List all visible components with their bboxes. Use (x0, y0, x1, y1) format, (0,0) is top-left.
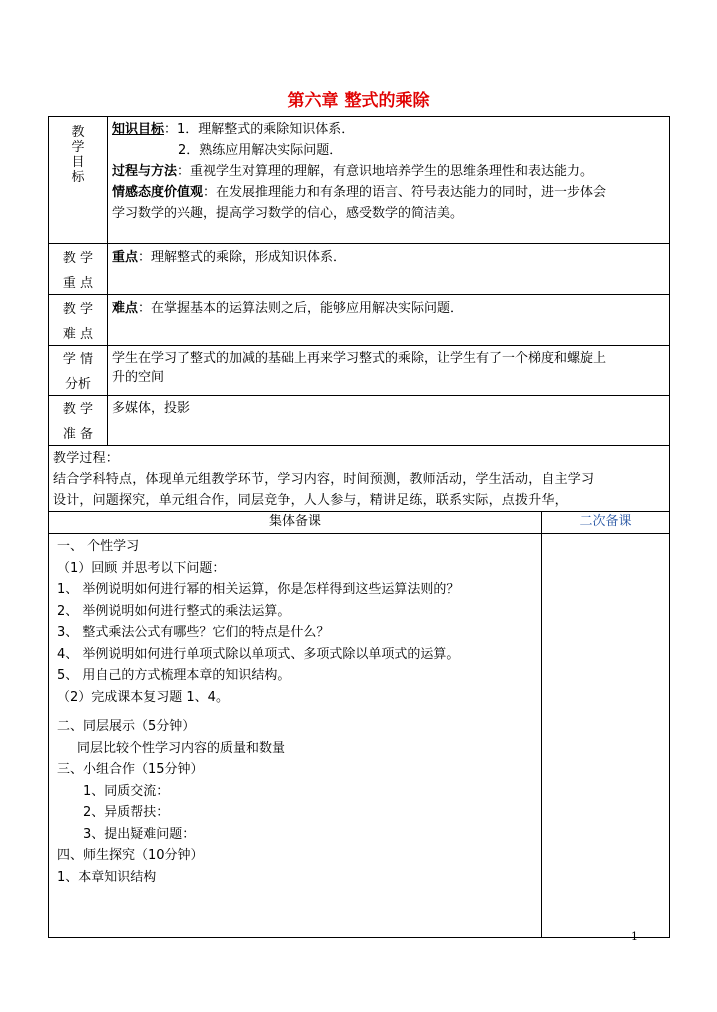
knowledge-head: 知识目标 (112, 122, 165, 137)
emotion-goal (112, 182, 665, 203)
knowledge-text-1: ：1．理解整式的乘除知识体系． (164, 122, 355, 137)
key-points-label-2: 重 点 (62, 276, 94, 291)
key-points-content (108, 244, 670, 295)
preparation-label-cell (49, 396, 108, 446)
process-row (49, 446, 670, 512)
analysis-label-cell (49, 346, 108, 396)
question-1: 1、 举例说明如何进行幂的相关运算，你是怎样得到这些运算法则的？ (57, 582, 460, 597)
question-4: 4、 举例说明如何进行单项式除以单项式、多项式除以单项式的运算。 (57, 646, 460, 662)
difficulties-row (49, 295, 670, 346)
preparation-content (108, 396, 670, 446)
section-1-heading: 一、 个性学习 (57, 539, 140, 554)
question-3: 3、 整式乘法公式有哪些？它们的特点是什么？ (57, 625, 330, 640)
goals-row (49, 117, 670, 244)
emotion-head: 情感态度价值观 (112, 185, 204, 200)
goals-label-cell (49, 117, 108, 244)
second-header: 二次备课 (542, 512, 670, 534)
goals-label: 教学目标 (71, 125, 85, 185)
section-2-text: 同层比较个性学习内容的质量和数量 (77, 740, 286, 756)
section-2-heading: 二、同层展示（5分钟） (57, 719, 196, 734)
process-goal (112, 161, 665, 182)
page-title: 第六章 整式的乘除 (287, 91, 430, 111)
question-5: 5、 用自己的方式梳理本章的知识结构。 (57, 668, 291, 683)
collective-body (49, 534, 542, 938)
review-intro: （1）回顾 并思考以下问题： (57, 560, 226, 576)
process-content (49, 446, 670, 512)
key-points-head: 重点 (112, 250, 139, 265)
difficulties-label-1: 教 学 (62, 302, 94, 317)
goals-content (108, 117, 670, 244)
analysis-content (108, 346, 670, 396)
section-3-item-3: 3、提出疑难问题： (83, 826, 196, 842)
difficulties-text: ：在掌握基本的运算法则之后，能够应用解决实际问题． (138, 301, 464, 316)
key-points-row (49, 244, 670, 295)
key-points-label-1: 教 学 (62, 251, 94, 266)
header-row (49, 512, 670, 534)
process-line-2: 结合学科特点，体现单元组教学环节，学习内容，时间预测，教师活动，学生活动，自主学习 (53, 472, 595, 487)
difficulties-head: 难点 (112, 301, 139, 316)
knowledge-goal-2: 2．熟练应用解决实际问题． (178, 143, 343, 158)
preparation-label-2: 准 备 (62, 427, 94, 442)
knowledge-goal-1 (112, 119, 665, 140)
process-line-1: 教学过程： (53, 451, 120, 466)
process-line-3: 设计，问题探究，单元组合作，同层竞争，人人参与，精讲足练，联系实际，点拨升华， (53, 493, 568, 508)
second-body (542, 534, 670, 938)
section-3-item-2: 2、异质帮扶： (83, 805, 170, 820)
body-row (49, 534, 670, 938)
exercise-line: （2）完成课本复习题 1、4。 (57, 689, 229, 705)
analysis-text-2: 升的空间 (112, 370, 165, 385)
preparation-text: 多媒体，投影 (112, 401, 191, 416)
page-number: 1 (631, 930, 638, 943)
analysis-label-1: 学 情 (62, 352, 94, 367)
analysis-row (49, 346, 670, 396)
analysis-label-2: 分析 (64, 377, 91, 392)
lesson-plan-table (48, 116, 670, 938)
preparation-label-1: 教 学 (62, 402, 94, 417)
difficulties-content (108, 295, 670, 346)
emotion-goal-2: 学习数学的兴趣，提高学习数学的信心，感受数学的简洁美。 (112, 206, 464, 221)
key-points-text: ：理解整式的乘除，形成知识体系． (138, 250, 347, 265)
key-points-label-cell (49, 244, 108, 295)
difficulties-label-cell (49, 295, 108, 346)
emotion-text: ：在发展推理能力和有条理的语言、符号表达能力的同时，进一步体会 (203, 185, 607, 200)
question-2: 2、 举例说明如何进行整式的乘法运算。 (57, 603, 291, 619)
spacer-line (57, 708, 535, 716)
collective-header: 集体备课 (49, 512, 542, 534)
process-head: 过程与方法 (112, 164, 178, 179)
difficulties-label-2: 难 点 (62, 327, 94, 342)
section-3-item-1: 1、同质交流： (83, 783, 170, 799)
preparation-row (49, 396, 670, 446)
analysis-text-1: 学生在学习了整式的加减的基础上再来学习整式的乘除，让学生有了一个梯度和螺旋上 (112, 351, 607, 366)
section-3-heading: 三、小组合作（15分钟） (57, 762, 204, 777)
process-text: ：重视学生对算理的理解，有意识地培养学生的思维条理性和表达能力。 (177, 164, 594, 179)
section-4-heading: 四、师生探究（10分钟） (57, 848, 204, 863)
section-4-item-1: 1、本章知识结构 (57, 869, 157, 885)
